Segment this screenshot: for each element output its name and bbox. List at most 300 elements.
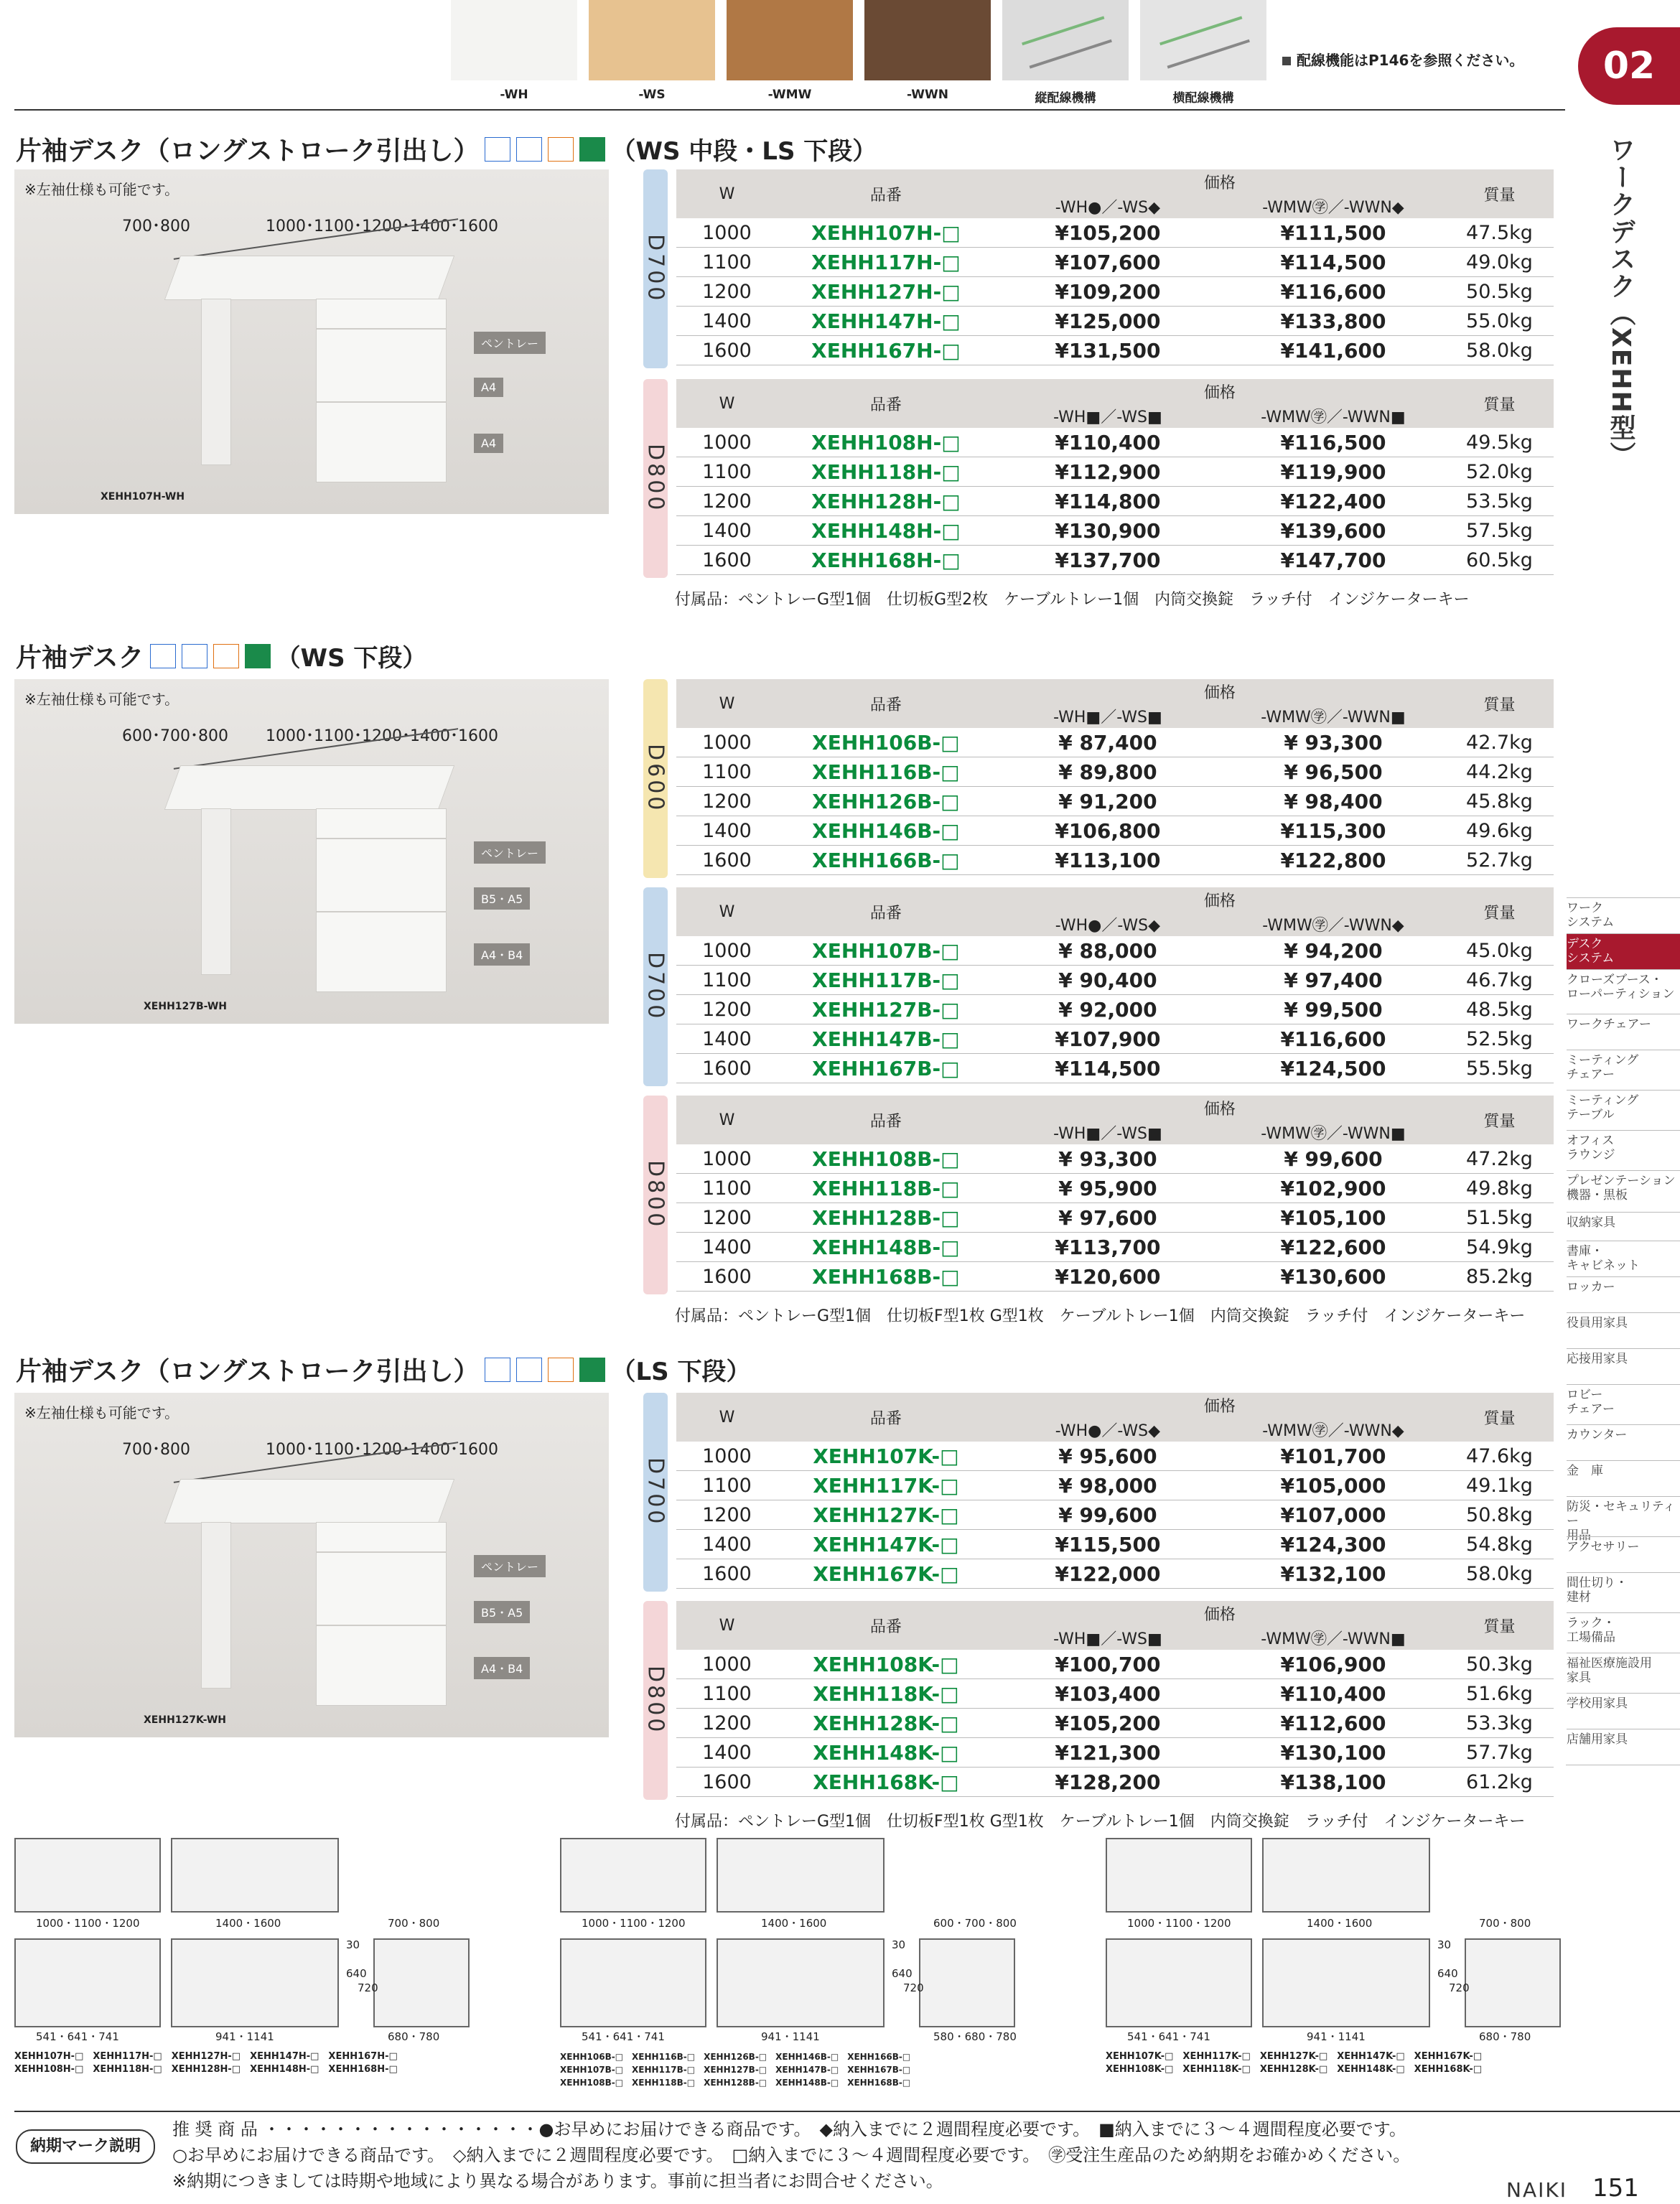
cell-mass: 45.8kg (1445, 787, 1554, 816)
photo-caption: XEHH127K-WH (144, 1714, 226, 1726)
dim-label: 1000・1100・1200 (582, 1917, 686, 1930)
drawer-illustration (316, 912, 447, 992)
table-row (676, 1471, 1554, 1500)
sidebar-item: 間仕切り・ 建材 (1567, 1572, 1680, 1612)
latch-badge-icon (213, 644, 239, 668)
section-title (16, 131, 877, 167)
color-swatch (451, 0, 577, 80)
cell-price-wh: ¥ 97,600 (994, 1203, 1221, 1233)
cell-price-wmw: ¥124,500 (1221, 1054, 1445, 1083)
col-header-part: 品番 (778, 1393, 994, 1442)
cell-width: 1200 (676, 787, 778, 816)
cell-mass: 58.0kg (1445, 1559, 1554, 1589)
dim-label: 1000・1100・1200 (1127, 1917, 1231, 1930)
table-row (676, 1024, 1554, 1054)
cell-price-wh: ¥ 88,000 (994, 936, 1221, 966)
table-head-row (676, 169, 1554, 194)
cell-price-wmw: ¥122,800 (1221, 846, 1445, 875)
table-row (676, 1174, 1554, 1203)
cell-mass: 51.5kg (1445, 1203, 1554, 1233)
cell-price-wmw: ¥112,600 (1221, 1709, 1445, 1738)
sidebar-item: ミーティング チェアー (1567, 1050, 1680, 1090)
sidebar-item: クローズブース・ ローパーティション (1567, 969, 1680, 1014)
wiring-note: 配線機能はP146を参照ください。 (1282, 49, 1523, 70)
cell-price-wmw: ¥130,600 (1221, 1262, 1445, 1292)
col-header-wh: -WH■／-WS■ (994, 403, 1221, 428)
cell-price-wmw: ¥124,300 (1221, 1530, 1445, 1559)
cell-price-wmw: ¥ 94,200 (1221, 936, 1445, 966)
sidebar-item: カウンター (1567, 1424, 1680, 1460)
swatch-label: -WWN (906, 88, 949, 102)
col-header-w: W (676, 1393, 778, 1442)
dim-label: 30 (1437, 1938, 1452, 1951)
cell-price-wh: ¥ 98,000 (994, 1471, 1221, 1500)
cell-part-number: XEHH108K-□ (778, 1650, 994, 1679)
cell-width: 1200 (676, 487, 778, 516)
section-title (16, 1351, 750, 1388)
dim-label: 541・641・741 (36, 2030, 119, 2043)
cell-part-number: XEHH168H-□ (778, 546, 994, 575)
col-header-mass: 質量 (1445, 169, 1554, 218)
dim-label: 640 (1437, 1967, 1458, 1980)
swatch-label: -WH (500, 88, 528, 102)
cell-price-wmw: ¥141,600 (1221, 336, 1445, 365)
cell-price-wh: ¥120,600 (994, 1262, 1221, 1292)
cell-price-wmw: ¥101,700 (1221, 1442, 1445, 1471)
desk-front-diagram (717, 1938, 885, 2027)
cell-mass: 49.8kg (1445, 1174, 1554, 1203)
sidebar-item: 学校用家具 (1567, 1693, 1680, 1729)
drawer-tag: ペントレー (474, 332, 546, 354)
diagram-model-list: XEHH107H-□ XEHH117H-□ XEHH127H-□ XEHH147H-□ XEHH167H-□ XEHH108H-□ XEHH118H-□ XEHH128H-□ XEHH148H-□ XEHH168H-□ (14, 2051, 398, 2075)
desk-side-diagram (919, 1938, 1015, 2027)
section-title (16, 638, 426, 674)
price-table (676, 1601, 1554, 1797)
color-swatch (1140, 0, 1266, 80)
dim-label: 720 (1449, 1981, 1470, 1994)
cell-part-number: XEHH117B-□ (778, 966, 994, 995)
header-rule (14, 109, 1565, 111)
cell-mass: 50.3kg (1445, 1650, 1554, 1679)
dim-label: 640 (346, 1967, 367, 1980)
depth-label: D700 (643, 169, 668, 368)
cell-mass: 45.0kg (1445, 936, 1554, 966)
cell-price-wh: ¥114,500 (994, 1054, 1221, 1083)
sidebar-item: 金 庫 (1567, 1460, 1680, 1496)
cell-price-wmw: ¥132,100 (1221, 1559, 1445, 1589)
cell-price-wmw: ¥ 93,300 (1221, 728, 1445, 757)
cell-price-wmw: ¥114,500 (1221, 248, 1445, 277)
price-table (676, 679, 1554, 875)
swatch-label: -WMW (767, 88, 812, 102)
col-header-wmw: -WMW㊫／-WWN◆ (1221, 1417, 1445, 1442)
cell-part-number: XEHH118H-□ (778, 457, 994, 487)
table-row (676, 936, 1554, 966)
product-photo (14, 169, 609, 514)
wiring-illustration (1022, 16, 1112, 68)
col-header-mass: 質量 (1445, 1393, 1554, 1442)
cell-price-wmw: ¥ 98,400 (1221, 787, 1445, 816)
table-body (676, 728, 1554, 875)
photo-note: ※左袖仕様も可能です。 (24, 1404, 179, 1421)
table-head (676, 887, 1554, 936)
yoko-wiring-badge-icon (182, 644, 207, 668)
table-head (676, 169, 1554, 218)
drawer-illustration (316, 1522, 447, 1552)
cell-part-number: XEHH126B-□ (778, 787, 994, 816)
sidebar-item: プレゼンテーション 機器・黒板 (1567, 1170, 1680, 1212)
drawer-illustration (316, 402, 447, 482)
cell-part-number: XEHH127H-□ (778, 277, 994, 307)
cell-mass: 47.2kg (1445, 1144, 1554, 1174)
cell-mass: 52.0kg (1445, 457, 1554, 487)
cell-price-wh: ¥107,600 (994, 248, 1221, 277)
dim-width: 1000･1100･1200･1400･1600 (266, 1441, 498, 1459)
diagram-model-list: XEHH106B-□ XEHH116B-□ XEHH126B-□ XEHH146B-□ XEHH166B-□ XEHH107B-□ XEHH117B-□ XEHH127B-□ XEHH147B-□ XEHH167B-□ XEHH108B-□ XEHH118B-□ XEHH128B-□ XEHH148B-□ XEHH168B-□ (560, 2052, 911, 2088)
col-header-part: 品番 (778, 679, 994, 728)
legend-line: 推 奨 商 品 ・・・・・・・・・・・・・・・・●お早めにお届けできる商品です。 ◆納入までに２週間程度必要です。 ■納入までに３～４週間程度必要です。 (172, 2119, 1406, 2139)
table-row (676, 307, 1554, 336)
desk-side-diagram (373, 1938, 470, 2027)
table-row (676, 457, 1554, 487)
desk-panel-diagram (1106, 1838, 1252, 1913)
cell-mass: 44.2kg (1445, 757, 1554, 787)
cell-price-wmw: ¥ 99,500 (1221, 995, 1445, 1024)
cell-width: 1400 (676, 307, 778, 336)
cell-price-wmw: ¥ 96,500 (1221, 757, 1445, 787)
accessories-note: 付属品：ペントレーG型1個 仕切板G型2枚 ケーブルトレー1個 内筒交換錠 ラッチ付 インジケーターキー (675, 591, 1470, 609)
cell-width: 1100 (676, 757, 778, 787)
cell-width: 1100 (676, 457, 778, 487)
cell-price-wh: ¥113,700 (994, 1233, 1221, 1262)
cell-price-wh: ¥ 93,300 (994, 1144, 1221, 1174)
cell-price-wmw: ¥138,100 (1221, 1768, 1445, 1797)
cell-price-wmw: ¥119,900 (1221, 457, 1445, 487)
col-header-wh: -WH■／-WS■ (994, 1625, 1221, 1650)
desk-front-diagram (14, 1938, 161, 2027)
table-head-row (676, 1601, 1554, 1625)
cell-mass: 42.7kg (1445, 728, 1554, 757)
cell-part-number: XEHH148K-□ (778, 1738, 994, 1768)
table-row (676, 1054, 1554, 1083)
desk-panel-diagram (14, 1838, 161, 1913)
table-head (676, 379, 1554, 428)
table-body (676, 1144, 1554, 1292)
dim-depth: 700･800 (122, 1441, 190, 1459)
drawer-tag: B5・A5 (474, 1601, 530, 1623)
table-head-row (676, 887, 1554, 912)
cell-price-wmw: ¥105,000 (1221, 1471, 1445, 1500)
cell-price-wmw: ¥ 99,600 (1221, 1144, 1445, 1174)
cell-width: 1400 (676, 1530, 778, 1559)
depth-label: D700 (643, 887, 668, 1086)
dim-label: 941・1141 (1307, 2030, 1366, 2043)
swatch-label: 縦配線機構 (1035, 91, 1096, 106)
table-row (676, 248, 1554, 277)
col-header-w: W (676, 1096, 778, 1144)
col-header-price: 価格 (994, 169, 1445, 194)
cell-mass: 47.5kg (1445, 218, 1554, 248)
table-body (676, 1650, 1554, 1797)
col-header-price: 価格 (994, 679, 1445, 704)
col-header-part: 品番 (778, 1601, 994, 1650)
cell-width: 1000 (676, 428, 778, 457)
desk-front-diagram (171, 1938, 339, 2027)
cell-width: 1600 (676, 1054, 778, 1083)
color-swatch (864, 0, 991, 80)
col-header-mass: 質量 (1445, 1601, 1554, 1650)
table-head-row (676, 1096, 1554, 1120)
color-swatch (589, 0, 715, 80)
cell-price-wmw: ¥130,100 (1221, 1738, 1445, 1768)
swatch-label: 横配線機構 (1172, 91, 1234, 106)
cell-mass: 52.7kg (1445, 846, 1554, 875)
table-row (676, 1530, 1554, 1559)
dim-label: 1400・1600 (761, 1917, 827, 1930)
col-header-part: 品番 (778, 379, 994, 428)
table-row (676, 728, 1554, 757)
cell-price-wh: ¥122,000 (994, 1559, 1221, 1589)
drawer-tag: A4・B4 (474, 943, 530, 966)
cell-part-number: XEHH107K-□ (778, 1442, 994, 1471)
cell-width: 1600 (676, 1262, 778, 1292)
cell-width: 1400 (676, 516, 778, 546)
cell-part-number: XEHH127B-□ (778, 995, 994, 1024)
cell-mass: 57.5kg (1445, 516, 1554, 546)
dim-label: 580・680・780 (933, 2030, 1017, 2043)
cell-width: 1000 (676, 936, 778, 966)
cell-width: 1600 (676, 546, 778, 575)
dim-label: 700・800 (388, 1917, 440, 1930)
col-header-mass: 質量 (1445, 379, 1554, 428)
table-body (676, 936, 1554, 1083)
cell-width: 1100 (676, 1471, 778, 1500)
table-row (676, 277, 1554, 307)
indicator-key-icon (245, 644, 271, 668)
cell-part-number: XEHH147H-□ (778, 307, 994, 336)
cell-width: 1400 (676, 1738, 778, 1768)
table-row (676, 1262, 1554, 1292)
table-row (676, 757, 1554, 787)
cell-width: 1200 (676, 1203, 778, 1233)
desk-front-diagram (1106, 1938, 1252, 2027)
cell-part-number: XEHH118B-□ (778, 1174, 994, 1203)
legend-rule (14, 2111, 1680, 2112)
drawer-illustration (316, 329, 447, 402)
color-swatch (1002, 0, 1129, 80)
cell-price-wh: ¥ 91,200 (994, 787, 1221, 816)
drawer-illustration (316, 1625, 447, 1706)
cell-mass: 85.2kg (1445, 1262, 1554, 1292)
cell-width: 1000 (676, 1144, 778, 1174)
table-head (676, 1393, 1554, 1442)
cell-part-number: XEHH166B-□ (778, 846, 994, 875)
cell-price-wh: ¥121,300 (994, 1738, 1221, 1768)
photo-note: ※左袖仕様も可能です。 (24, 181, 179, 198)
table-row (676, 1768, 1554, 1797)
option-text: （WS 中段・LS 下段） (611, 137, 877, 166)
dim-label: 541・641・741 (582, 2030, 665, 2043)
cell-width: 1000 (676, 1650, 778, 1679)
desk-panel-diagram (171, 1838, 339, 1913)
latch-badge-icon (548, 1358, 574, 1382)
cell-part-number: XEHH167B-□ (778, 1054, 994, 1083)
sidebar-item: 応接用家具 (1567, 1348, 1680, 1384)
table-row (676, 516, 1554, 546)
cell-mass: 49.1kg (1445, 1471, 1554, 1500)
dim-label: 1000・1100・1200 (36, 1917, 140, 1930)
table-row (676, 1559, 1554, 1589)
table-row (676, 1233, 1554, 1262)
cell-price-wmw: ¥115,300 (1221, 816, 1445, 846)
cell-price-wmw: ¥111,500 (1221, 218, 1445, 248)
dim-depth: 700･800 (122, 218, 190, 235)
col-header-w: W (676, 379, 778, 428)
depth-label: D800 (643, 1601, 668, 1800)
cell-part-number: XEHH147B-□ (778, 1024, 994, 1054)
dim-depth: 600･700･800 (122, 727, 228, 745)
table-head (676, 1096, 1554, 1144)
desk-panel-diagram (560, 1838, 706, 1913)
yoko-wiring-badge-icon (516, 1358, 542, 1382)
cell-part-number: XEHH107B-□ (778, 936, 994, 966)
table-row (676, 995, 1554, 1024)
sidebar-item: ミーティング テーブル (1567, 1090, 1680, 1130)
table-row (676, 336, 1554, 365)
cell-price-wh: ¥115,500 (994, 1530, 1221, 1559)
table-head (676, 679, 1554, 728)
desk-top-illustration (164, 256, 455, 300)
option-text: （WS 下段） (276, 644, 427, 673)
table-row (676, 1738, 1554, 1768)
col-header-wh: -WH■／-WS■ (994, 1120, 1221, 1144)
table-row (676, 1709, 1554, 1738)
table-row (676, 1144, 1554, 1174)
table-head-row (676, 679, 1554, 704)
drawer-illustration (316, 808, 447, 839)
col-header-wmw: -WMW㊫／-WWN■ (1221, 1120, 1445, 1144)
cell-width: 1600 (676, 1768, 778, 1797)
cell-part-number: XEHH168B-□ (778, 1262, 994, 1292)
cell-part-number: XEHH117K-□ (778, 1471, 994, 1500)
dim-label: 1400・1600 (1307, 1917, 1373, 1930)
cell-mass: 49.5kg (1445, 428, 1554, 457)
cell-price-wmw: ¥122,400 (1221, 487, 1445, 516)
cell-part-number: XEHH106B-□ (778, 728, 994, 757)
wiring-badge-icon (485, 1358, 510, 1382)
cell-price-wh: ¥112,900 (994, 457, 1221, 487)
cell-part-number: XEHH128B-□ (778, 1203, 994, 1233)
delivery-mark-title: 納期マーク説明 (16, 2129, 155, 2164)
cell-mass: 55.5kg (1445, 1054, 1554, 1083)
price-table (676, 379, 1554, 575)
cell-mass: 55.0kg (1445, 307, 1554, 336)
col-header-price: 価格 (994, 1601, 1445, 1625)
dim-label: 700・800 (1479, 1917, 1531, 1930)
cell-price-wmw: ¥116,600 (1221, 277, 1445, 307)
sidebar-item: ワークチェアー (1567, 1014, 1680, 1050)
table-row (676, 487, 1554, 516)
sidebar-item: オフィス ラウンジ (1567, 1130, 1680, 1170)
cell-price-wmw: ¥102,900 (1221, 1174, 1445, 1203)
table-row (676, 428, 1554, 457)
depth-label: D700 (643, 1393, 668, 1592)
cell-mass: 47.6kg (1445, 1442, 1554, 1471)
sidebar-item: 役員用家具 (1567, 1312, 1680, 1348)
product-photo (14, 679, 609, 1024)
cell-price-wh: ¥125,000 (994, 307, 1221, 336)
cell-price-wh: ¥130,900 (994, 516, 1221, 546)
col-header-wh: -WH●／-WS◆ (994, 194, 1221, 218)
wiring-badge-icon (485, 137, 510, 162)
price-table (676, 887, 1554, 1083)
table-body (676, 218, 1554, 365)
col-header-price: 価格 (994, 1096, 1445, 1120)
desk-panel-diagram (717, 1838, 885, 1913)
table-row (676, 546, 1554, 575)
cell-price-wmw: ¥116,600 (1221, 1024, 1445, 1054)
cell-price-wmw: ¥116,500 (1221, 428, 1445, 457)
cell-width: 1200 (676, 995, 778, 1024)
col-header-mass: 質量 (1445, 887, 1554, 936)
desk-top-illustration (164, 1479, 455, 1523)
color-swatch (727, 0, 853, 80)
cell-price-wmw: ¥107,000 (1221, 1500, 1445, 1530)
cell-part-number: XEHH108H-□ (778, 428, 994, 457)
cell-mass: 48.5kg (1445, 995, 1554, 1024)
vertical-title: ワークデスク（XEHH型） (1606, 136, 1635, 469)
cell-mass: 51.6kg (1445, 1679, 1554, 1709)
drawer-tag: ペントレー (474, 841, 546, 864)
cell-price-wh: ¥105,200 (994, 218, 1221, 248)
sidebar-item: 福祉医療施設用 家具 (1567, 1653, 1680, 1693)
latch-badge-icon (548, 137, 574, 162)
col-header-w: W (676, 679, 778, 728)
sidebar-item: ロビー チェアー (1567, 1384, 1680, 1424)
table-row (676, 1500, 1554, 1530)
cell-price-wmw: ¥133,800 (1221, 307, 1445, 336)
chapter-tab: 02 (1578, 27, 1680, 105)
dim-label: 680・780 (388, 2030, 440, 2043)
cell-price-wh: ¥103,400 (994, 1679, 1221, 1709)
cell-mass: 46.7kg (1445, 966, 1554, 995)
dim-label: 680・780 (1479, 2030, 1531, 2043)
dim-width: 1000･1100･1200･1400･1600 (266, 218, 498, 235)
product-photo (14, 1393, 609, 1737)
drawer-tag: A4・B4 (474, 1657, 530, 1679)
cell-price-wh: ¥107,900 (994, 1024, 1221, 1054)
col-header-mass: 質量 (1445, 679, 1554, 728)
cell-mass: 53.3kg (1445, 1709, 1554, 1738)
cell-part-number: XEHH147K-□ (778, 1530, 994, 1559)
desk-leg-illustration (201, 299, 231, 465)
col-header-price: 価格 (994, 379, 1445, 403)
cell-price-wmw: ¥147,700 (1221, 546, 1445, 575)
sidebar-item: ラック・ 工場備品 (1567, 1612, 1680, 1653)
sidebar-item: デスク システム (1567, 933, 1680, 969)
cell-part-number: XEHH168K-□ (778, 1768, 994, 1797)
desk-top-illustration (164, 765, 455, 810)
cell-mass: 58.0kg (1445, 336, 1554, 365)
legend-line: ※納期につきましては時期や地域により異なる場合があります。事前に担当者にお問合せください。 (172, 2171, 943, 2191)
cell-mass: 60.5kg (1445, 546, 1554, 575)
sidebar-item: アクセサリー (1567, 1536, 1680, 1572)
cell-mass: 53.5kg (1445, 487, 1554, 516)
cell-width: 1000 (676, 1442, 778, 1471)
dim-width: 1000･1100･1200･1400･1600 (266, 727, 498, 745)
desk-front-diagram (1262, 1938, 1430, 2027)
col-header-w: W (676, 1601, 778, 1650)
